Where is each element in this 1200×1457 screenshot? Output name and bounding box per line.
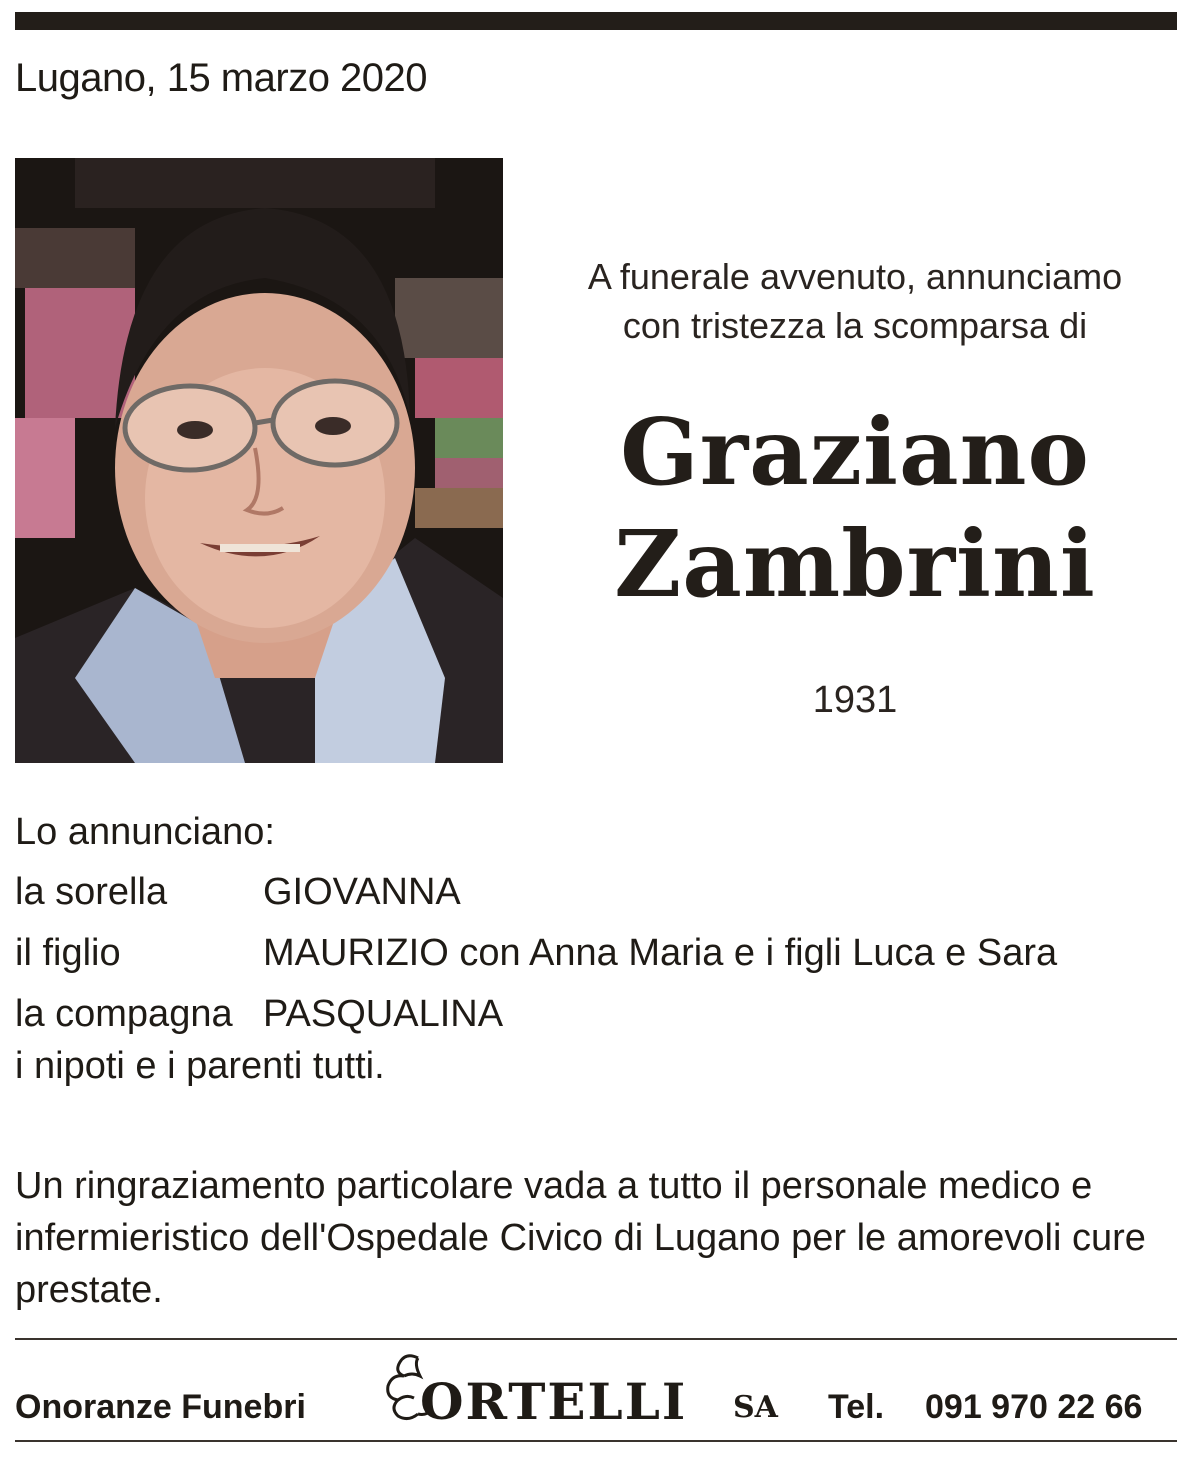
footer-top-rule [15, 1338, 1177, 1340]
thanks-line: Un ringraziamento particolare vada a tutto il personale medico e [15, 1165, 1093, 1207]
date-line: Lugano, 15 marzo 2020 [15, 56, 428, 100]
thanks-text [15, 1160, 1165, 1316]
announcers-title: Lo annunciano: [15, 811, 275, 853]
relative-names: GIOVANNA [263, 871, 461, 913]
deceased-name [525, 396, 1185, 620]
relation-label: la compagna [15, 993, 233, 1035]
intro-line: A funerale avvenuto, annunciamo [587, 256, 1123, 297]
service-label: Onoranze Funebri [15, 1388, 306, 1426]
last-name: Zambrini [614, 510, 1096, 618]
phone-number[interactable]: 091 970 22 66 [925, 1388, 1143, 1426]
portrait-photo [15, 158, 503, 763]
relation-label: il figlio [15, 932, 121, 974]
tel-label: Tel. [828, 1388, 885, 1426]
thanks-line: infermieristico dell'Ospedale Civico di Lugano per le amorevoli cure [15, 1217, 1146, 1259]
relation-label: la sorella [15, 871, 168, 913]
intro-text [525, 252, 1185, 350]
relative-names: PASQUALINA [263, 993, 504, 1035]
first-name: Graziano [620, 398, 1090, 506]
company-name: ORTELLI [420, 1372, 688, 1431]
intro-line: con tristezza la scomparsa di [622, 305, 1088, 346]
relative-names: MAURIZIO con Anna Maria e i figli Luca e Sara [263, 932, 1058, 974]
footer-bottom-rule [15, 1440, 1177, 1442]
thanks-line: prestate. [15, 1269, 163, 1311]
company-suffix: SA [733, 1390, 778, 1425]
birth-year: 1931 [812, 679, 898, 721]
top-rule [15, 12, 1177, 30]
family-closing: i nipoti e i parenti tutti. [15, 1045, 385, 1087]
